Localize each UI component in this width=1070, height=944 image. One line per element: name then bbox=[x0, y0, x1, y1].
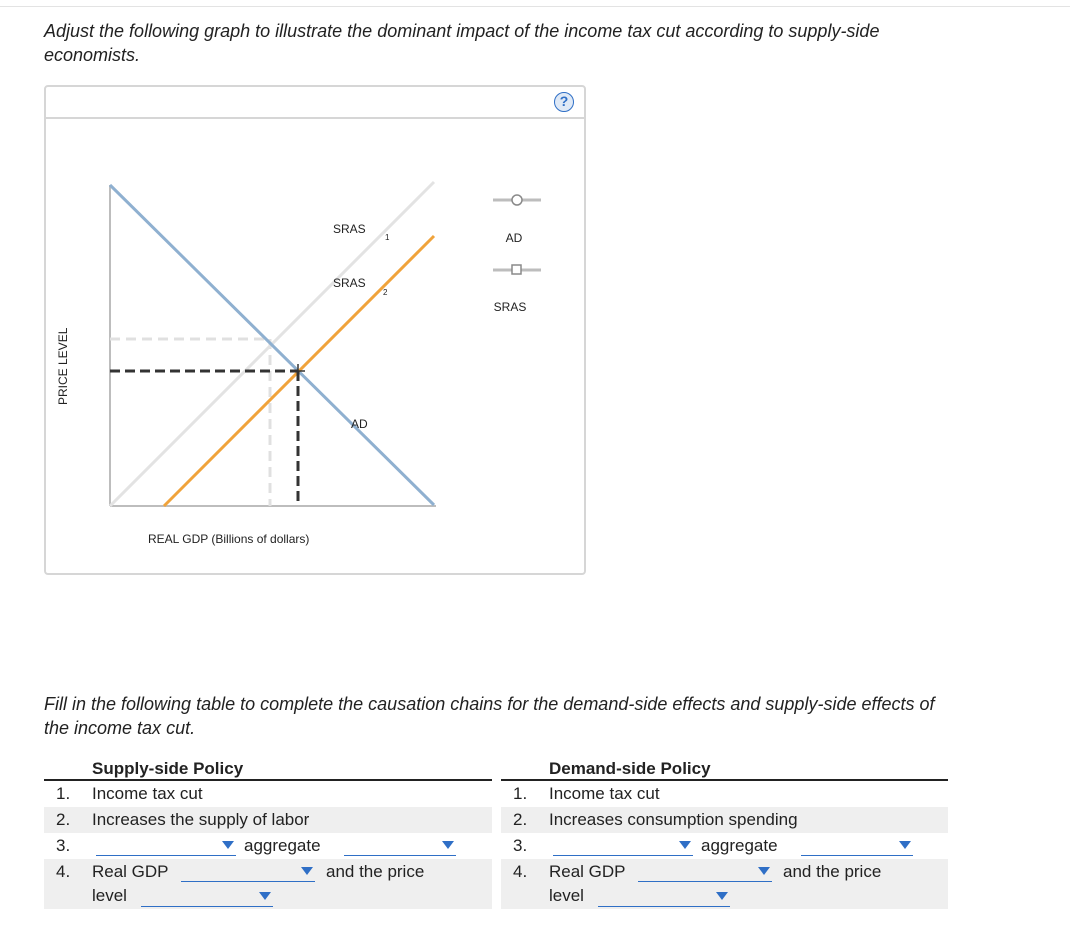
chevron-down-icon bbox=[442, 841, 454, 849]
chevron-down-icon bbox=[716, 892, 728, 900]
graph-instruction: Adjust the following graph to illustrate the dominant impact of the income tax cut according to supply-side economists. bbox=[44, 21, 880, 65]
chevron-down-icon bbox=[259, 892, 271, 900]
row-number: 2. bbox=[56, 810, 71, 829]
legend-ad-label: AD bbox=[505, 231, 523, 245]
legend-sras-label: SRAS bbox=[493, 300, 527, 314]
chevron-down-icon bbox=[758, 867, 770, 875]
supply-row3-curve-dropdown[interactable] bbox=[344, 836, 456, 856]
demand-row-2 bbox=[501, 807, 948, 833]
supply-row-2 bbox=[44, 807, 492, 833]
legend-sras-tool[interactable] bbox=[493, 265, 541, 314]
supply-gdp-dropdown[interactable] bbox=[181, 862, 315, 882]
top-divider bbox=[0, 6, 1070, 7]
demand-side-title: Demand-side Policy bbox=[501, 757, 948, 781]
chevron-down-icon bbox=[679, 841, 691, 849]
row-text: Increases consumption spending bbox=[549, 810, 798, 829]
graph-panel bbox=[44, 85, 586, 575]
row-text: Real GDP bbox=[549, 862, 626, 881]
demand-side-table bbox=[501, 757, 948, 909]
ad-label: AD bbox=[351, 417, 368, 431]
demand-row3-curve-dropdown[interactable] bbox=[801, 836, 913, 856]
supply-side-table bbox=[44, 757, 492, 909]
y-axis-label: PRICE LEVEL bbox=[56, 327, 70, 405]
demand-row-3 bbox=[501, 833, 948, 859]
demand-row-4 bbox=[501, 859, 948, 909]
legend-ad-tool[interactable] bbox=[493, 195, 541, 245]
row-number: 3. bbox=[56, 836, 71, 855]
row-text: Income tax cut bbox=[92, 784, 203, 803]
row-number: 2. bbox=[513, 810, 528, 829]
x-axis-label: REAL GDP (Billions of dollars) bbox=[148, 532, 310, 546]
sras1-label: SRAS bbox=[333, 222, 366, 236]
sras2-label: SRAS bbox=[333, 276, 366, 290]
row-number: 1. bbox=[56, 784, 71, 803]
graph-canvas bbox=[46, 87, 584, 573]
supply-price-level-dropdown[interactable] bbox=[141, 887, 273, 907]
row-text: and the price bbox=[783, 862, 882, 881]
row-text: Income tax cut bbox=[549, 784, 660, 803]
row-text-line2: level bbox=[549, 886, 584, 905]
supply-row-3 bbox=[44, 833, 492, 859]
demand-row-1 bbox=[501, 781, 948, 807]
sras1-subscript: 1 bbox=[385, 233, 390, 242]
square-marker-icon[interactable] bbox=[512, 265, 521, 274]
table-instruction: Fill in the following table to complete the causation chains for the demand-side effects and supply-side effects of the income tax cut. bbox=[44, 694, 935, 738]
row-text: Real GDP bbox=[92, 862, 169, 881]
supply-row-4 bbox=[44, 859, 492, 909]
circle-marker-icon[interactable] bbox=[512, 195, 522, 205]
supply-row3-change-dropdown[interactable] bbox=[96, 836, 236, 856]
row-number: 1. bbox=[513, 784, 528, 803]
chevron-down-icon bbox=[899, 841, 911, 849]
row-text: and the price bbox=[326, 862, 425, 881]
row-number: 4. bbox=[513, 862, 528, 881]
row-text: Increases the supply of labor bbox=[92, 810, 310, 829]
supply-row-1 bbox=[44, 781, 492, 807]
row-number: 4. bbox=[56, 862, 71, 881]
row-text: aggregate bbox=[244, 836, 321, 855]
sras2-subscript: 2 bbox=[383, 288, 388, 297]
help-button[interactable]: ? bbox=[554, 92, 574, 112]
row-text: aggregate bbox=[701, 836, 778, 855]
demand-price-level-dropdown[interactable] bbox=[598, 887, 730, 907]
chevron-down-icon bbox=[222, 841, 234, 849]
row-text-line2: level bbox=[92, 886, 127, 905]
supply-side-title: Supply-side Policy bbox=[44, 757, 492, 781]
demand-gdp-dropdown[interactable] bbox=[638, 862, 772, 882]
demand-row3-change-dropdown[interactable] bbox=[553, 836, 693, 856]
row-number: 3. bbox=[513, 836, 528, 855]
chevron-down-icon bbox=[301, 867, 313, 875]
